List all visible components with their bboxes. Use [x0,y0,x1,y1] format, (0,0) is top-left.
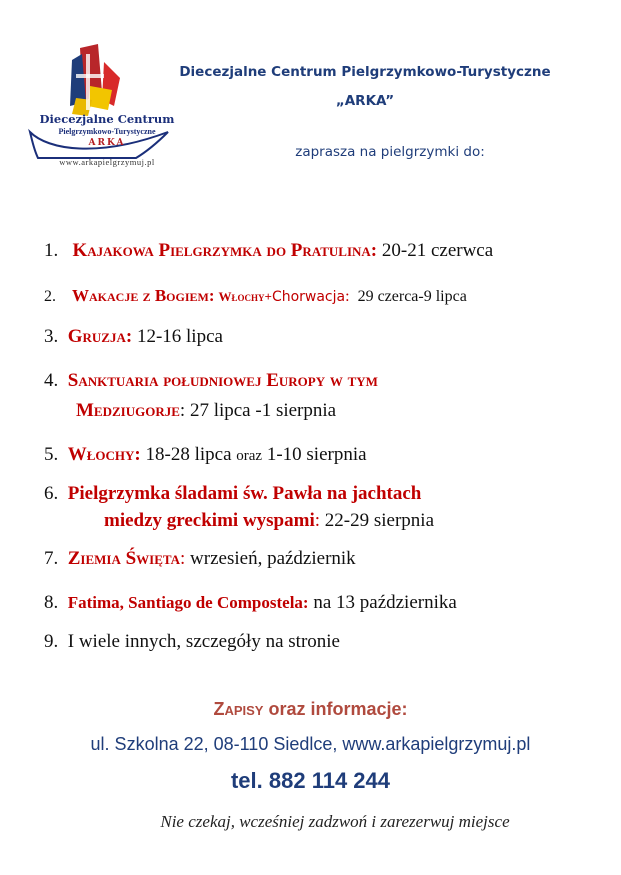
item-title: Pielgrzymka śladami św. Pawła na jachtach [67,483,422,504]
org-name: Diecezjalne Centrum Pielgrzymkowo-Turystyczne [179,64,551,80]
item-title: Gruzja: [67,326,133,347]
item-date: 18-28 lipca [145,444,232,465]
logo-brand: ARKA [88,138,126,148]
signup-rest: oraz informacje: [268,699,408,719]
item-number: 9. [44,631,59,652]
item-date: 27 lipca -1 sierpnia [189,400,337,421]
closing-text: Nie czekaj, wcześniej zadzwoń i zarezerwuj miejsce [160,812,510,831]
invite-text: zaprasza na pielgrzymki do: [295,144,485,160]
item-date: 22-29 sierpnia [324,510,435,531]
item-text: I wiele innych, szczegóły na stronie [67,631,340,652]
item-title: Wakacje z Bogiem: [72,286,215,305]
item-mid: oraz [236,448,263,464]
item-number: 4. [44,370,59,391]
item-title-extra2: Chorwacja [271,289,346,305]
item-sep: : [314,510,321,531]
list-item [44,444,367,466]
item-title: Ziemia Święta [67,548,181,569]
list-item [44,592,457,614]
logo-url: www.arkapielgrzymuj.pl [59,157,155,167]
item-number: 6. [44,483,59,504]
signup-heading [0,699,621,720]
item-title-extra: Włochy+ [218,289,272,304]
list-item [44,286,467,306]
item-date: 29 czerca-9 lipca [357,288,467,305]
item-number: 7. [44,548,59,569]
logo-name: Diecezjalne Centrum [39,112,175,126]
list-item [44,631,340,653]
item-title-2: Medziugorje [76,400,180,421]
item-date: 20-21 czerwca [381,240,494,261]
list-item-continuation [76,400,336,422]
item-date: na 13 października [313,592,457,613]
item-sep: : [345,288,350,305]
list-item-continuation [104,510,434,532]
phone-number: tel. 882 114 244 [230,768,391,793]
item-title: Fatima, Santiago de Compostela: [67,593,309,612]
signup-label: Zapisy [213,699,264,719]
list-item [44,370,378,392]
item-number: 2. [44,288,56,305]
address: ul. Szkolna 22, 08-110 Siedlce, www.arkapielgrzymuj.pl [90,734,531,754]
item-date: wrzesień, październik [190,548,356,569]
item-number: 8. [44,592,59,613]
item-number: 3. [44,326,59,347]
logo-subtitle: Pielgrzymkowo-Turystyczne [58,127,156,136]
item-sep: : [179,400,186,421]
item-number: 1. [44,240,59,261]
list-item [44,483,421,505]
list-item [44,326,223,348]
item-title: Sanktuaria południowej Europy w tym [67,370,378,391]
item-date: 12-16 lipca [136,326,223,347]
item-number: 5. [44,444,59,465]
org-brand: „ARKA” [335,93,395,109]
list-item [44,548,356,570]
item-sep: : [180,548,186,569]
item-title-2: miedzy greckimi wyspami [104,510,315,531]
list-item [44,240,493,262]
item-title: Włochy: [67,444,141,465]
item-date-2: 1-10 sierpnia [266,444,367,465]
item-title: Kajakowa Pielgrzymka do Pratulina: [72,240,378,261]
